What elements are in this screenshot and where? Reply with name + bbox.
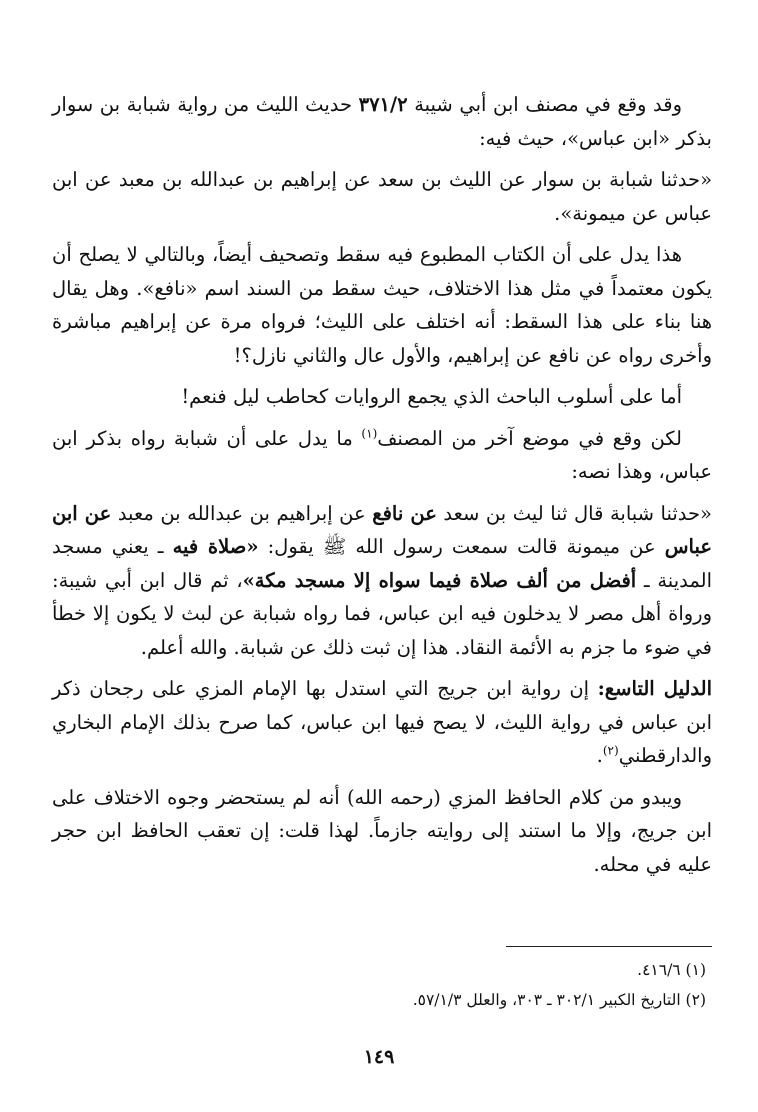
- page-number: ١٤٩: [363, 1046, 395, 1068]
- footnote-1: (١) ٤١٦/٦.: [637, 961, 706, 979]
- paragraph-2: هذا يدل على أن الكتاب المطبوع فيه سقط وتصحيف أيضاً، وبالتالي لا يصلح أن يكون معتمداً في مثل هذا الاختلاف، حيث سقط من السند اسم «نافع». وهل يقال هنا بناء على هذا السقط: أنه اختلف على الليث؛ فرواه مرة عن إبراهيم مباشرة وأخرى رواه عن نافع عن إبراهيم، والأول عال والثاني نازل؟!: [52, 243, 712, 367]
- paragraph-ninth-evidence: الدليل التاسع: إن رواية ابن جريج التي استدل بها الإمام المزي على رجحان ذكر ابن عباس في رواية الليث، لا يصح فيها ابن عباس، كما صرح بذلك الإمام البخاري والدارقطني$^{(٢)}$.: [52, 677, 712, 767]
- footnote-ref-1: (١): [361, 426, 378, 440]
- volume-page-ref: ٣٧١/٢: [358, 93, 408, 116]
- section-label: الدليل التاسع:: [597, 677, 712, 700]
- paragraph-4: لكن وقع في موضع آخر من المصنف$^{(١)}$ ما يدل على أن شبابة رواه بذكر ابن عباس، وهذا نصه:: [52, 426, 712, 483]
- paragraph-3: أما على أسلوب الباحث الذي يجمع الروايات كحاطب ليل فنعم!: [181, 385, 682, 408]
- paragraph-5: ويبدو من كلام الحافظ المزي (رحمه الله) أنه لم يستحضر وجوه الاختلاف على ابن جريج، وإلا ما استند إلى روايته جازماً. لهذا قلت: إن تعقب الحافظ ابن حجر عليه في محله.: [52, 785, 712, 876]
- main-text: [52, 88, 712, 889]
- paragraph-1: وقد وقع في مصنف ابن أبي شيبة ٣٧١/٢ حديث الليث من رواية شبابة بن سوار بذكر «ابن عباس»، حيث فيه:: [52, 93, 712, 150]
- footnotes: [46, 955, 706, 1015]
- quote-2: «حدثنا شبابة قال ثنا ليث بن سعد عن نافع عن إبراهيم بن عبدالله بن معبد عن ابن عباس عن ميمونة قالت سمعت رسول الله ﷺ يقول: «صلاة فيه ـ يعني مسجد المدينة ـ أفضل من ألف صلاة فيما سواه إلا مسجد مكة»، ثم قال ابن أبي شيبة: ورواة أهل مصر لا يدخلون فيه ابن عباس، فما رواه شبابة عن لبث لا يكون إلا خطأ في ضوء ما جزم به الأئمة النقاد. هذا إن ثبت ذلك عن شبابة. والله أعلم.: [52, 501, 712, 659]
- footnote-ref-2: (٢): [602, 743, 619, 758]
- footnote-2: (٢) التاريخ الكبير ٣٠٢/١ ـ ٣٠٣، والعلل ٥٧/١/٣.: [412, 991, 706, 1009]
- quote-1: «حدثنا شبابة بن سوار عن الليث بن سعد عن إبراهيم بن عبدالله بن معبد عن ابن عباس عن ميمونة».: [52, 168, 712, 225]
- footnote-divider: [506, 946, 712, 947]
